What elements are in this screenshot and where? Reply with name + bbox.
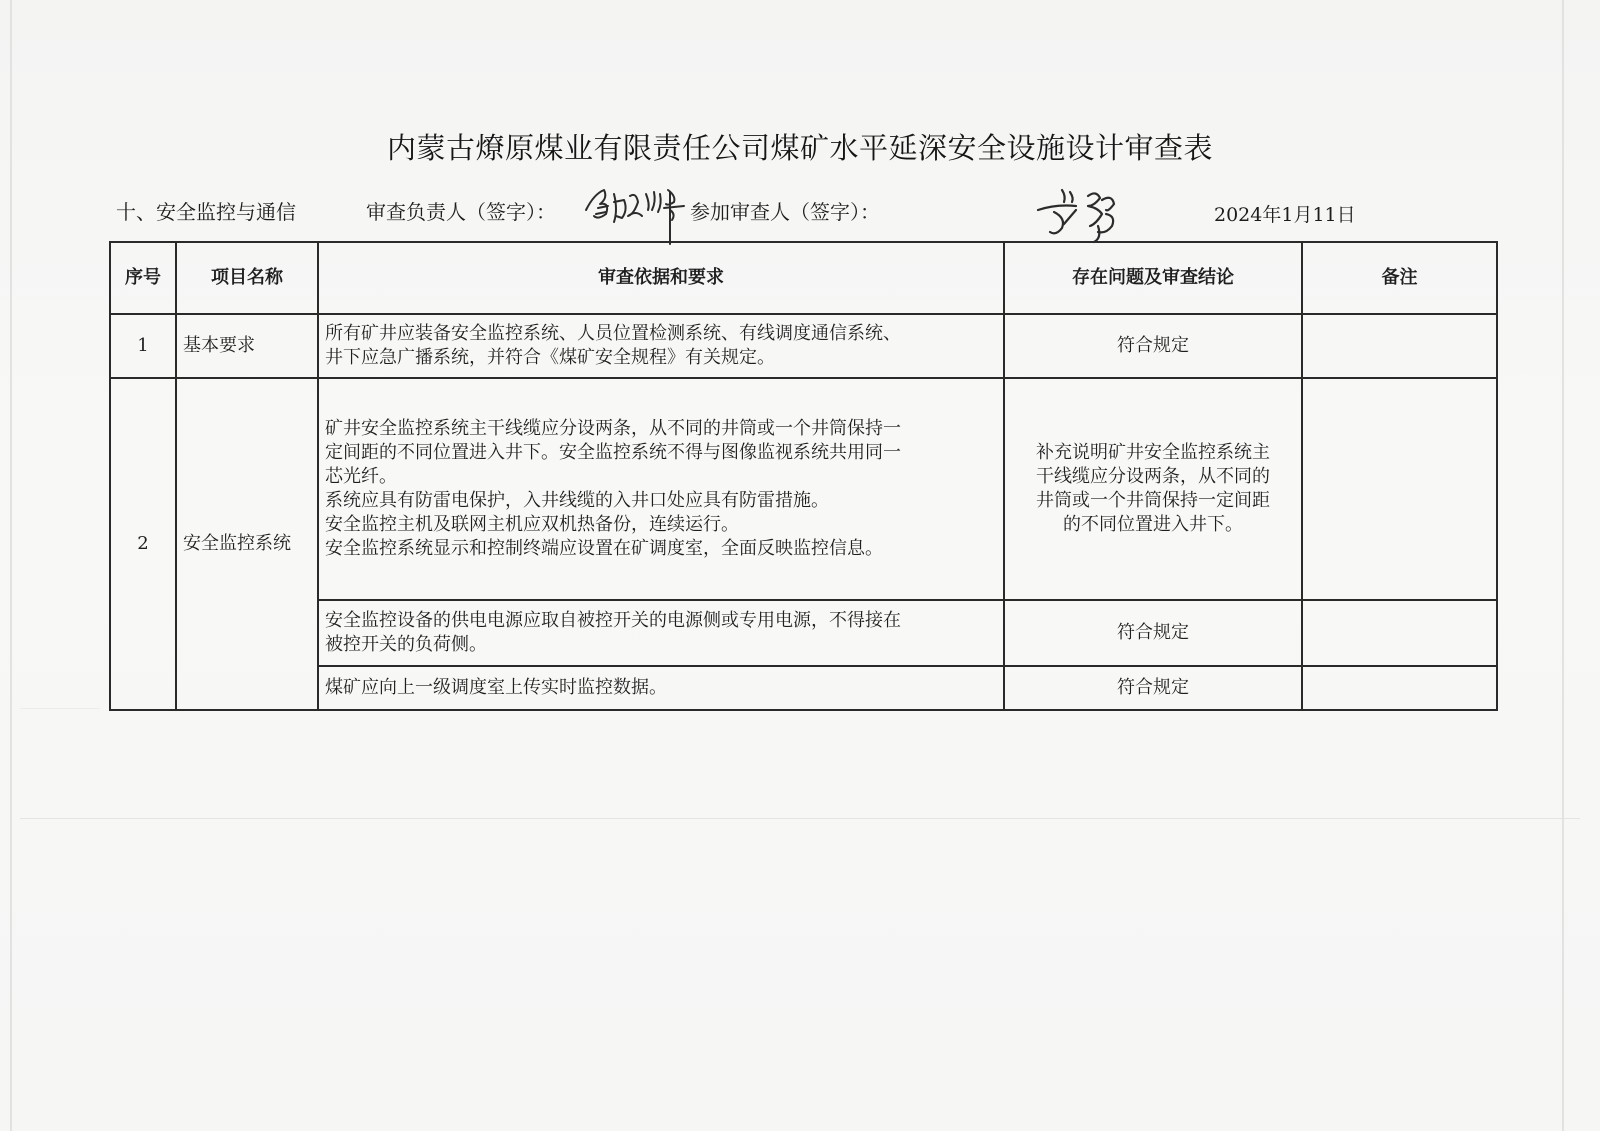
- row-name: 基本要求: [176, 314, 318, 378]
- row-result: 符合规定: [1004, 666, 1302, 710]
- row-remark: [1302, 666, 1497, 710]
- table-row: [110, 600, 1497, 666]
- requirement-line: 煤矿应向上一级调度室上传实时监控数据。: [325, 677, 667, 698]
- header-requirement: 审查依据和要求: [318, 242, 1004, 314]
- row-requirement: [318, 666, 1004, 710]
- row-result: [1004, 378, 1302, 600]
- result-line: 井筒或一个井筒保持一定间距: [1036, 490, 1270, 511]
- requirement-line: 系统应具有防雷电保护，入井线缆的入井口处应具有防雷措施。: [325, 490, 829, 511]
- section-heading: 十、安全监控与通信: [116, 200, 296, 224]
- review-table: [109, 241, 1498, 711]
- table-header-row: [110, 242, 1497, 314]
- requirement-line: 安全监控设备的供电电源应取自被控开关的电源侧或专用电源，不得接在: [325, 610, 901, 631]
- row-requirement: [318, 600, 1004, 666]
- header-name: 项目名称: [176, 242, 318, 314]
- scan-left-edge: [10, 0, 12, 1131]
- scan-fold-line: [20, 818, 1580, 819]
- header-num: 序号: [110, 242, 176, 314]
- scan-right-edge: [1562, 0, 1564, 1131]
- row-num: 2: [110, 378, 176, 710]
- table-row: [110, 378, 1497, 600]
- header-result: 存在问题及审查结论: [1004, 242, 1302, 314]
- result-line: 干线缆应分设两条，从不同的: [1036, 466, 1270, 487]
- requirement-line: 安全监控主机及联网主机应双机热备份，连续运行。: [325, 514, 739, 535]
- requirement-line: 所有矿井应装备安全监控系统、人员位置检测系统、有线调度通信系统、: [325, 323, 901, 344]
- scan-mark: [20, 708, 100, 709]
- review-date: 2024年1月11日: [1214, 204, 1356, 226]
- row-remark: [1302, 600, 1497, 666]
- row-num: 1: [110, 314, 176, 378]
- review-lead-label: 审查负责人（签字）：: [366, 200, 556, 224]
- row-remark: [1302, 314, 1497, 378]
- requirement-line: 井下应急广播系统，并符合《煤矿安全规程》有关规定。: [325, 347, 775, 368]
- row-requirement: [318, 378, 1004, 600]
- row-requirement: [318, 314, 1004, 378]
- requirement-line: 芯光纤。: [325, 466, 397, 487]
- document-title: 内蒙古燎原煤业有限责任公司煤矿水平延深安全设施设计审查表: [386, 131, 1213, 165]
- review-lead-signature: [584, 180, 700, 250]
- requirement-line: 安全监控系统显示和控制终端应设置在矿调度室，全面反映监控信息。: [325, 538, 883, 559]
- requirement-line: 矿井安全监控系统主干线缆应分设两条，从不同的井筒或一个井筒保持一: [325, 418, 901, 439]
- table-row: [110, 666, 1497, 710]
- header-remark: 备注: [1302, 242, 1497, 314]
- participant-signature: [1036, 182, 1136, 246]
- requirement-line: 定间距的不同位置进入井下。安全监控系统不得与图像监视系统共用同一: [325, 442, 901, 463]
- result-line: 的不同位置进入井下。: [1063, 514, 1243, 535]
- table-row: [110, 314, 1497, 378]
- row-name: 安全监控系统: [176, 378, 318, 710]
- row-remark: [1302, 378, 1497, 600]
- requirement-line: 被控开关的负荷侧。: [325, 634, 487, 655]
- row-result: 符合规定: [1004, 314, 1302, 378]
- result-line: 补充说明矿井安全监控系统主: [1036, 442, 1270, 463]
- row-result: 符合规定: [1004, 600, 1302, 666]
- participant-label: 参加审查人（签字）：: [690, 200, 880, 224]
